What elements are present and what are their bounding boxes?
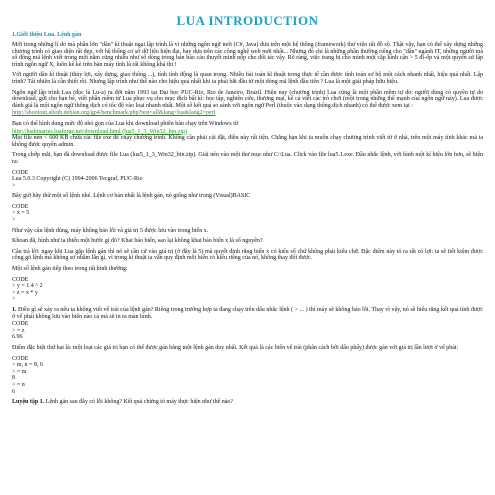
paragraph: Khoan đã, hình như ta thiếu một bước gì đó? Khai báo biến, sao lại không khai báo biến x là số nguyên? — [12, 238, 263, 245]
paragraph-text: Điều gì sẽ xảy ra nếu ta không viết vế trái của lệnh gán? Riêng trong trường hợp ta đang chạy trên dấu nhắc lệnh ( > ... ) thì máy sẽ không báo lỗi. Thay vì vậy, nó sẽ hiểu rằng kết quả tính được ở vế phải không lưu vào biến nào cả mà sẽ in ra màn hình. — [12, 307, 483, 320]
exercise-paragraph — [12, 399, 483, 406]
paragraph: Bạn có thể hình dung mức độ nhỏ gọn của Lua khi download phiên bản chạy trên Windows từ — [12, 120, 239, 127]
code-block: CODE Lua 5.0.3 Copyright (C) 1994-2006 Tecgraf, PUC-Rio > — [12, 169, 143, 189]
paragraph: Điểm đặc biệt thứ hai là: một loạt các giá trị bạn có thể được gán bằng một lệnh gán duy nhất. Kết quả là các biến vế trái (phân cách bởi dấu phẩy) được gán với giá trị lần lượt ở vế phải: — [12, 344, 459, 351]
exercise-label: Luyện tập 1. — [12, 399, 45, 406]
list-number: 1. — [12, 307, 17, 313]
code-block: CODE > x = 5 > — [12, 203, 30, 224]
benchmark-link[interactable]: http://shootout.alioth.debian.org/gp4/benchmark.php?test=all&lang=lua&lang2=perl — [12, 110, 216, 117]
paragraph — [12, 307, 483, 320]
paragraph: Câu trả lời: ngay khi Lua gặp lệnh gán thì nó sẽ cần cứ vào giá trị (ở đây là 5) mà quyết định rằng biến x có kiểu số chứ không phải kiểu chữ. Đặc điểm này tỏ ra rất có lợi: ta sẽ tiết kiệm được công gõ lệnh mà không sợ nhầm lẫn gì, vì trong kĩ thuật ta vẫn quy định mỗi biến có kiểu riêng của nó, không thay đổi được. — [12, 248, 483, 262]
code-block: CODE > m, n = 8, 6 > = m 8 > = n 6 — [12, 355, 43, 395]
page-title: LUA INTRODUCTION — [176, 13, 319, 28]
code-block: CODE > = z 6.96 — [12, 321, 29, 341]
paragraph: Ngôn ngữ lập trình Lua (đọc là Lu-a) ra đời năm 1993 tại Đại học PUC-Rio, Rio de Janeiro, Brazil. Hiện nay (chương trình) Lua cũng là một phần mềm tự do: người dùng có quyền tự do download, gửi cho bạn bè, viết phần mềm từ Lua phục vụ cho mục đích bất kì: học tập, nghiên cứu, thương mại, kể cả viết các trò chơi (một trong những thể mạnh của ngôn ngữ này). Lua được đánh giá là một ngôn ngữ thông dịch có tốc độ vào loại nhanh nhất. Một số kết quả so sánh với ngôn ngữ Perl (thuộc vào dạng thông dịch nhanh) có thể được xem tại : — [12, 89, 483, 109]
section-heading: 1.Giới thiệu Lua. Lệnh gán — [12, 32, 82, 38]
paragraph: Bây giờ hãy thử một số lệnh nhé. Lệnh cơ bản nhất là lệnh gán, nó giống như trong (Visual)BASIC — [12, 193, 251, 200]
paragraph: Với người dân kĩ thuật (thủy lợi, xây dựng, giao thông ...), tính tính động là quan trọng. Nhiều bài toán kĩ thuật trong thực tế cần được tính toán sơ bộ một cách nhanh nhất, hiệu quả nhất. Lập trình? Tất nhiên là cần thiết rồi. Nhưng lập trình như thế nào cho hiệu quả nhất khi ta phải bắt đầu từ một dòng mã lệnh đầu tiên ? Lua là một giải pháp hữu hiệu. — [12, 72, 483, 85]
download-link[interactable]: http://luabinaries.luaforge.net/download.html (lua5_1_3_Win32_bin.zip) — [12, 128, 188, 135]
paragraph: Một file nén < 600 KB chứa các file exe để chạy chương trình. Không cần phải cài đặt, điều này rất tiện. Chẳng hạn khi ta muốn chạy chương trình viết từ ở nhà, trên một máy tính khác mà ta không được quyền admin. — [12, 135, 483, 148]
paragraph: Như vậy câu lệnh đúng, máy không báo lỗi và giá trị 5 được lưu vào trong biến x. — [12, 227, 209, 234]
paragraph: Trong chớp mắt, bạn đã download được file Lua (lua5_1_3_Win32_bin.zip). Giải nén vào một thư mục như C:\Lua. Click vào file lua5.1.exe. Đầu nhắc lệnh, với hình một kí hiệu lớn hơn, sẽ hiện ra: — [12, 152, 483, 165]
paragraph: Mới trong những lí do mà phần lớn "dân" kĩ thuật ngại lập trình là vì những ngôn ngữ mới (C#, Java) đưa trên một hệ thống (framework) thư viện rất đồ sộ. Thật vậy, bạn có thể xây dựng những chương trình có giao diện rất đẹp, với hệ thống cơ sở dữ liệu hiện đại, hay dựa trên các công nghệ web mới nhất... Nhưng đó chỉ là những phần thường riêng cho "dân" ngành IT, những người mà số đông mã lệnh viết trong một năm cũng nhiều như số dòng trong bản báo cáo thuyết minh nộp cho đối tác vậy. Rõ ràng, việc trang bị cho mình một cặp kính cận > 5 đi-ốp và một quyển sử lập trình ngôn ngữ X, luôn kè kè trên bàn máy tính là rất không khả thi ! — [12, 42, 483, 68]
paragraph: Một số lệnh gán tiếp theo trong rất bình thường: — [12, 266, 128, 273]
exercise-text: Lệnh gán sau đây có lỗi không? Kết quả chừng tỏ máy thực hiện như thế nào? — [45, 399, 234, 406]
code-block: CODE > y = 1.4 ^ 2 > z = x * y > — [12, 276, 43, 303]
